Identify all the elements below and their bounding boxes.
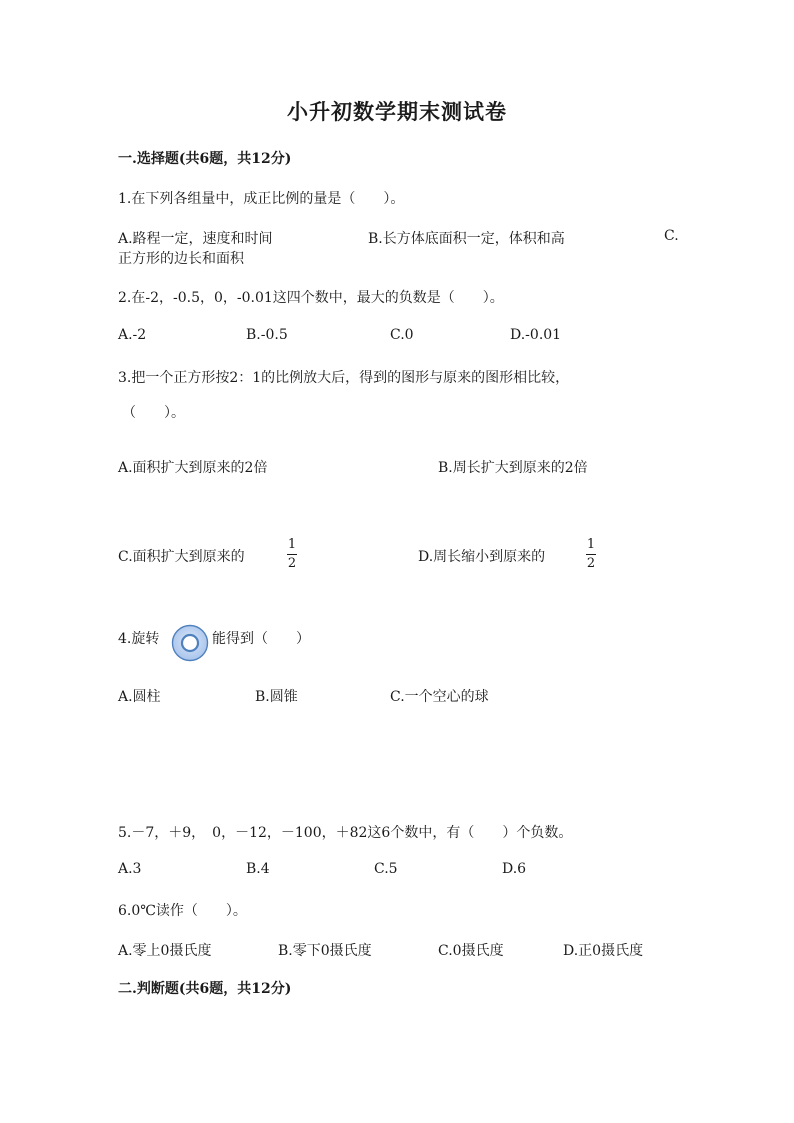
- fraction-numerator: 1: [586, 537, 596, 552]
- question-6-option-c: C.0摄氏度: [438, 943, 504, 959]
- question-4-stem-left: 4.旋转: [118, 631, 160, 647]
- question-3-stem-line1: 3.把一个正方形按2：1的比例放大后，得到的图形与原来的图形相比较，: [118, 370, 570, 386]
- question-1-stem: 1.在下列各组量中，成正比例的量是（ ）。: [118, 191, 405, 207]
- question-2-option-c: C.0: [390, 327, 414, 343]
- question-5-option-a: A.3: [118, 861, 142, 877]
- question-2-option-d: D.-0.01: [510, 327, 562, 343]
- section-heading-judgement: 二.判断题(共6题，共12分): [118, 981, 292, 997]
- question-2-option-b: B.-0.5: [246, 327, 288, 343]
- question-4-option-c: C.一个空心的球: [390, 689, 489, 705]
- question-6-stem: 6.0℃读作（ ）。: [118, 903, 247, 919]
- question-5-option-d: D.6: [502, 861, 527, 877]
- question-5-stem: 5.－7，＋9， 0，－12，－100，＋82这6个数中，有（ ）个负数。: [118, 825, 573, 841]
- question-6-option-b: B.零下0摄氏度: [278, 943, 372, 959]
- question-1-option-a: A.路程一定，速度和时间: [118, 231, 273, 247]
- question-3-option-d: D.周长缩小到原来的: [418, 549, 546, 565]
- question-4-stem-right: 能得到（ ）: [212, 631, 310, 647]
- section-heading-choice: 一.选择题(共6题，共12分): [118, 151, 292, 167]
- question-3-option-b: B.周长扩大到原来的2倍: [438, 460, 588, 476]
- ring-icon: [171, 624, 209, 662]
- question-2-option-a: A.-2: [118, 327, 147, 343]
- question-1-option-b: B.长方体底面积一定，体积和高: [368, 231, 565, 247]
- fraction-bar: [586, 554, 596, 555]
- page-title: 小升初数学期末测试卷: [287, 99, 507, 124]
- question-1-option-c-text: 正方形的边长和面积: [118, 251, 244, 267]
- question-6-option-a: A.零上0摄氏度: [118, 943, 212, 959]
- question-3-option-c-fraction: [287, 538, 297, 571]
- question-3-option-a: A.面积扩大到原来的2倍: [118, 460, 268, 476]
- question-5-option-c: C.5: [374, 861, 398, 877]
- fraction-bar: [287, 554, 297, 555]
- fraction-denominator: 2: [287, 556, 297, 571]
- question-5-option-b: B.4: [246, 861, 270, 877]
- question-3-option-c: C.面积扩大到原来的: [118, 549, 245, 565]
- fraction-denominator: 2: [586, 556, 596, 571]
- question-3-option-d-fraction: [586, 538, 596, 571]
- question-4-option-b: B.圆锥: [255, 689, 298, 705]
- question-4-option-a: A.圆柱: [118, 689, 161, 705]
- fraction-numerator: 1: [287, 537, 297, 552]
- question-1-option-c-label: C.: [664, 228, 679, 244]
- question-6-option-d: D.正0摄氏度: [563, 943, 644, 959]
- question-2-stem: 2.在-2，-0.5，0，-0.01这四个数中，最大的负数是（ ）。: [118, 290, 504, 306]
- question-3-stem-line2: （ ）。: [122, 405, 185, 421]
